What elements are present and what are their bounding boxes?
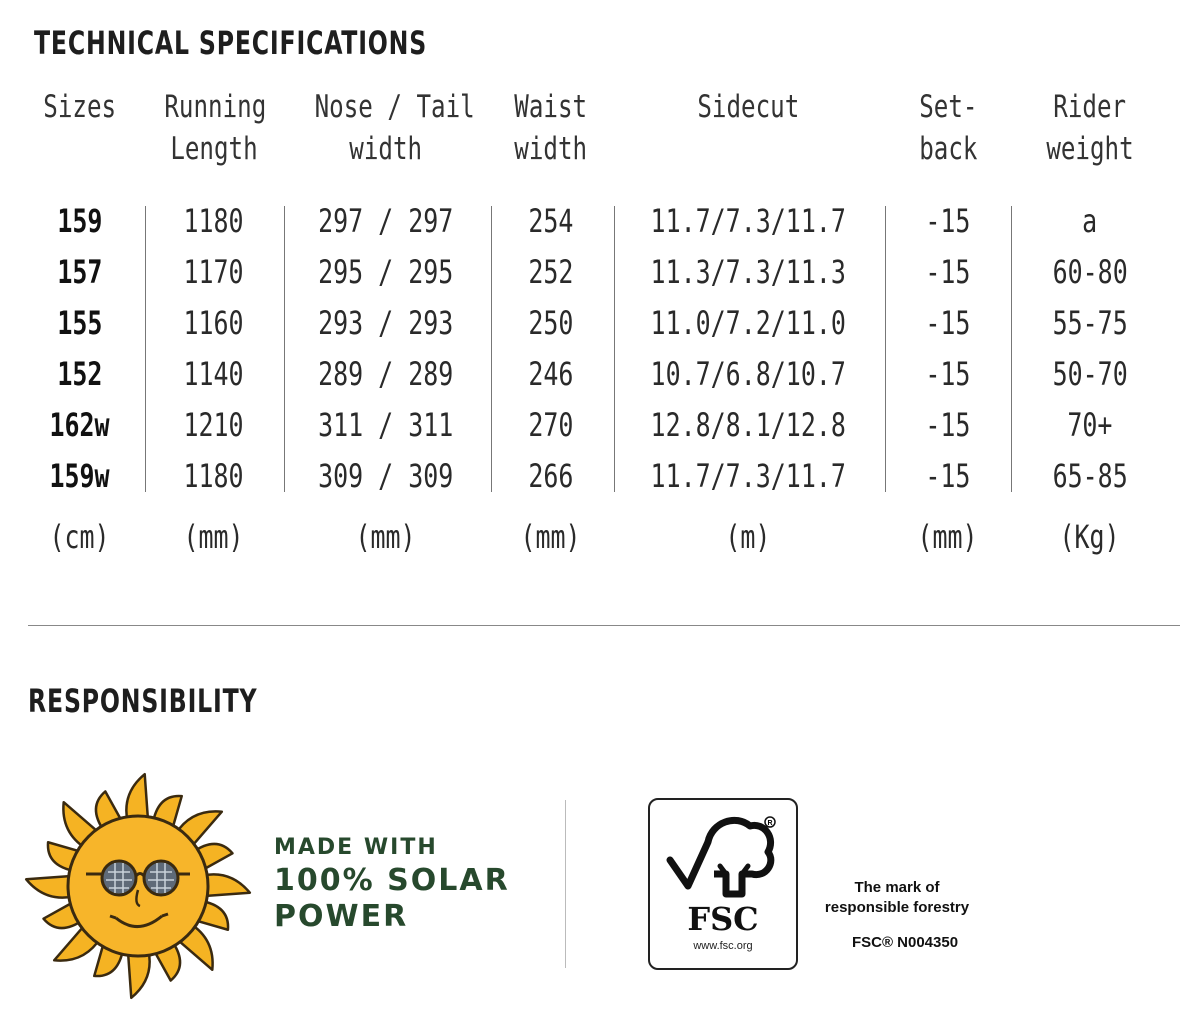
logo-divider	[565, 800, 566, 968]
table-cell: 55-75	[1052, 304, 1128, 342]
table-cell: 266	[528, 457, 574, 495]
table-cell: -15	[925, 304, 971, 342]
fsc-tree-checkmark-icon	[662, 808, 788, 904]
table-cell: -15	[925, 406, 971, 444]
column-setback	[896, 86, 1000, 558]
table-cell: 1140	[183, 355, 245, 393]
column-rider-weight	[1022, 86, 1158, 558]
column-divider	[284, 206, 285, 492]
table-cell: 293 / 293	[318, 304, 454, 342]
responsibility-title: RESPONSIBILITY	[28, 682, 258, 720]
column-divider	[1011, 206, 1012, 492]
solar-line-3: POWER	[274, 899, 409, 934]
solar-line-1: MADE WITH	[274, 835, 438, 860]
fsc-mark-line-2: responsible forestry	[824, 899, 970, 916]
column-sidecut	[622, 86, 874, 558]
section-divider	[28, 625, 1180, 626]
sun-with-sunglasses-icon	[22, 770, 254, 1002]
table-cell: 1180	[183, 202, 245, 240]
table-cell: 65-85	[1052, 457, 1128, 495]
solar-power-label	[274, 834, 510, 934]
table-cell: a	[1082, 202, 1098, 240]
table-cell: 1170	[183, 253, 245, 291]
table-cell: 10.7/6.8/10.7	[650, 355, 846, 393]
column-unit: (mm)	[355, 518, 417, 556]
table-cell: 297 / 297	[318, 202, 454, 240]
fsc-logo	[648, 798, 798, 970]
table-cell: 254	[528, 202, 574, 240]
column-divider	[145, 206, 146, 492]
table-cell: 152	[57, 355, 103, 393]
table-cell: 1210	[183, 406, 245, 444]
table-cell: 157	[57, 253, 103, 291]
column-unit: (mm)	[183, 518, 245, 556]
column-header: Rider weight	[1046, 89, 1134, 167]
table-cell: 246	[528, 355, 574, 393]
table-cell: -15	[925, 457, 971, 495]
table-cell: 252	[528, 253, 574, 291]
fsc-mark-line-1: The mark of	[854, 879, 940, 896]
table-cell: -15	[925, 355, 971, 393]
column-nose-tail-width	[292, 86, 480, 558]
column-unit: (m)	[725, 518, 771, 556]
column-unit: (Kg)	[1059, 518, 1121, 556]
table-cell: 11.7/7.3/11.7	[650, 202, 846, 240]
column-divider	[491, 206, 492, 492]
column-header: Waist width	[514, 89, 588, 167]
fsc-mark-text	[812, 878, 982, 918]
column-header: Running Length	[164, 89, 267, 167]
column-waist-width	[500, 86, 602, 558]
table-cell: 1160	[183, 304, 245, 342]
table-cell: 309 / 309	[318, 457, 454, 495]
table-cell: 1180	[183, 457, 245, 495]
table-cell: 159	[57, 202, 103, 240]
table-cell: 250	[528, 304, 574, 342]
table-cell: 159w	[49, 457, 111, 495]
table-cell: 50-70	[1052, 355, 1128, 393]
table-cell: -15	[925, 253, 971, 291]
column-unit: (cm)	[49, 518, 111, 556]
column-header: Sidecut	[697, 89, 799, 125]
column-sizes	[30, 86, 130, 558]
column-header: Nose / Tail width	[314, 89, 475, 167]
column-header: Sizes	[43, 89, 117, 125]
column-unit: (mm)	[520, 518, 582, 556]
table-cell: 70+	[1067, 406, 1113, 444]
solar-line-2: 100% SOLAR	[274, 863, 510, 898]
table-cell: 11.0/7.2/11.0	[650, 304, 846, 342]
fsc-url: www.fsc.org	[693, 940, 753, 952]
technical-specifications-title: TECHNICAL SPECIFICATIONS	[34, 24, 428, 62]
table-cell: -15	[925, 202, 971, 240]
table-cell: 155	[57, 304, 103, 342]
column-running-length	[150, 86, 278, 558]
table-cell: 295 / 295	[318, 253, 454, 291]
table-cell: 311 / 311	[318, 406, 454, 444]
table-cell: 60-80	[1052, 253, 1128, 291]
column-unit: (mm)	[917, 518, 979, 556]
table-cell: 11.7/7.3/11.7	[650, 457, 846, 495]
table-cell: 162w	[49, 406, 111, 444]
column-divider	[614, 206, 615, 492]
table-cell: 270	[528, 406, 574, 444]
fsc-logo-text: FSC	[687, 900, 759, 938]
table-cell: 11.3/7.3/11.3	[650, 253, 846, 291]
table-cell: 289 / 289	[318, 355, 454, 393]
svg-text:R: R	[767, 820, 773, 827]
column-header: Set- back	[918, 89, 978, 167]
fsc-license-code: FSC® N004350	[851, 934, 959, 951]
table-cell: 12.8/8.1/12.8	[650, 406, 846, 444]
column-divider	[885, 206, 886, 492]
